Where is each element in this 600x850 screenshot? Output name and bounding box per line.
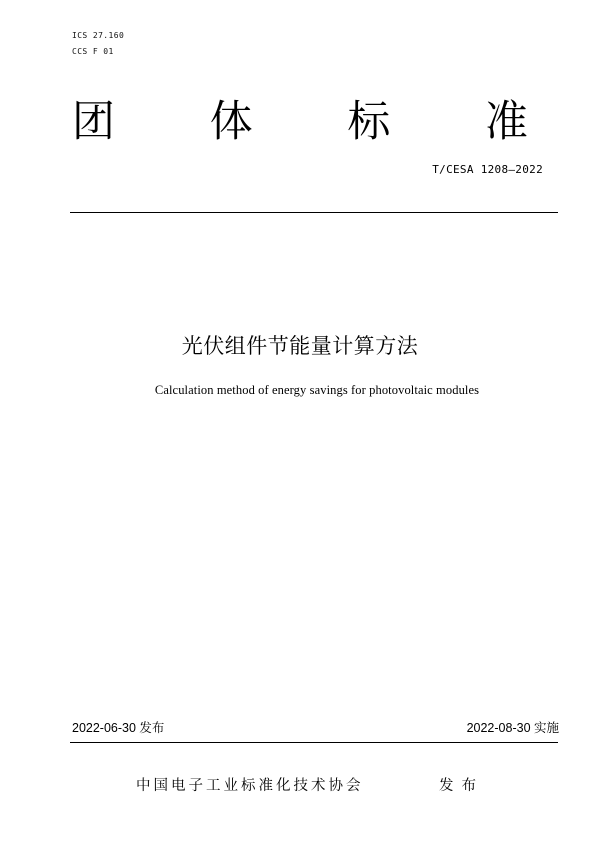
implementation-date: 2022-08-30 实施 — [466, 721, 559, 735]
issued-label: 发布 — [439, 778, 484, 794]
banner-char: 团 — [72, 96, 115, 147]
standard-number: T/CESA 1208—2022 — [432, 163, 543, 176]
title-chinese: 光伏组件节能量计算方法 — [181, 334, 419, 358]
title-english: Calculation method of energy savings for photovoltaic modules — [154, 383, 480, 397]
ics-code: ICS 27.160 — [72, 31, 125, 40]
banner-char: 体 — [209, 96, 253, 147]
issue-date: 2022-06-30 发布 — [72, 721, 165, 735]
top-divider — [70, 212, 558, 213]
issuing-organization: 中国电子工业标准化技术协会 — [136, 778, 364, 794]
bottom-divider — [70, 742, 558, 743]
banner-char: 准 — [484, 96, 528, 147]
banner-char: 标 — [347, 96, 391, 147]
ccs-code: CCS F 01 — [72, 47, 114, 56]
group-standard-banner — [72, 92, 528, 152]
